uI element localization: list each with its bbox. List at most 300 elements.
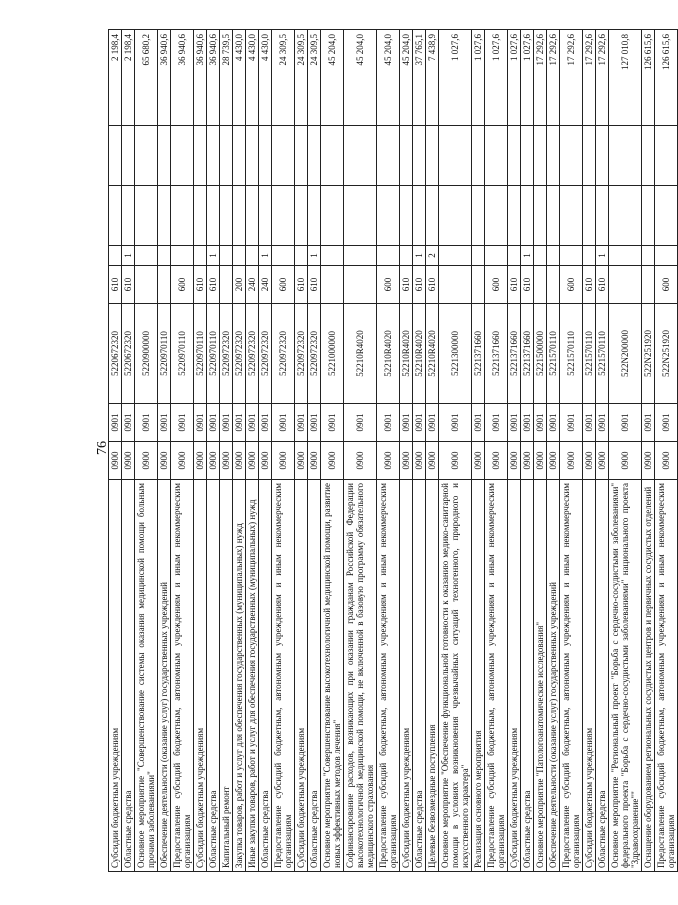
row-name-cell: Предоставление субсидий бюджетным, автономным учреждениям и иным некоммерческим организациям (560, 480, 583, 872)
table-row (109, 30, 122, 872)
table-row (122, 30, 135, 872)
sum-sub-cell (485, 126, 508, 186)
source-mark-cell (642, 246, 655, 266)
grbs-code-cell: 0900 (171, 442, 194, 480)
table-row (534, 30, 547, 872)
table-row (158, 30, 171, 872)
row-name-cell: Основное мероприятие "Обеспечение функциональной готовности к оказанию медико-санитарной помощи в условиях возникновения чрезвычайных ситуаций техногенного, природного и искусственного характера" (439, 480, 472, 872)
table-row (135, 30, 158, 872)
amount-cell: 1 027,6 (472, 30, 485, 126)
target-code-cell: 5220970110 (194, 304, 207, 404)
source-mark-cell (246, 246, 259, 266)
expense-type-cell: 610 (521, 266, 534, 304)
row-name-cell: Обеспечение деятельности (оказание услуг) государственных учреждений (547, 480, 560, 872)
expense-type-cell: 600 (560, 266, 583, 304)
table-row (472, 30, 485, 872)
section-code-cell: 0901 (547, 404, 560, 442)
amount-cell: 24 309,5 (272, 30, 295, 126)
sum-total-cell (246, 186, 259, 246)
amount-cell: 17 292,6 (583, 30, 596, 126)
expense-type-cell (158, 266, 171, 304)
budget-table-sheet (108, 30, 676, 872)
grbs-code-cell: 0900 (259, 442, 272, 480)
target-code-cell: 52210R4020 (377, 304, 400, 404)
source-mark-cell (377, 246, 400, 266)
source-mark-cell (233, 246, 246, 266)
target-code-cell: 5221570110 (596, 304, 609, 404)
amount-cell: 45 204,0 (344, 30, 377, 126)
sum-total-cell (583, 186, 596, 246)
sum-total-cell (596, 186, 609, 246)
amount-cell: 4 430,0 (259, 30, 272, 126)
sum-total-cell (534, 186, 547, 246)
table-row (521, 30, 534, 872)
amount-cell: 36 940,6 (171, 30, 194, 126)
sum-total-cell (295, 186, 308, 246)
target-code-cell: 5220672320 (109, 304, 122, 404)
budget-table (108, 29, 678, 872)
grbs-code-cell: 0900 (534, 442, 547, 480)
section-code-cell: 0901 (259, 404, 272, 442)
section-code-cell: 0901 (194, 404, 207, 442)
source-mark-cell: 1 (308, 246, 321, 266)
sum-total-cell (220, 186, 233, 246)
sum-sub-cell (642, 126, 655, 186)
target-code-cell: 52210R4020 (413, 304, 426, 404)
sum-sub-cell (609, 126, 642, 186)
sum-total-cell (485, 186, 508, 246)
section-code-cell: 0901 (655, 404, 678, 442)
source-mark-cell (194, 246, 207, 266)
target-code-cell: 5221371660 (521, 304, 534, 404)
sum-sub-cell (158, 126, 171, 186)
source-mark-cell (534, 246, 547, 266)
table-row (508, 30, 521, 872)
row-name-cell: Субсидии бюджетным учреждениям (583, 480, 596, 872)
expense-type-cell: 600 (377, 266, 400, 304)
source-mark-cell: 1 (259, 246, 272, 266)
row-name-cell: Областные средства (413, 480, 426, 872)
grbs-code-cell: 0900 (400, 442, 413, 480)
expense-type-cell: 600 (485, 266, 508, 304)
sum-sub-cell (246, 126, 259, 186)
grbs-code-cell: 0900 (321, 442, 344, 480)
grbs-code-cell: 0900 (642, 442, 655, 480)
sum-sub-cell (109, 126, 122, 186)
table-row (655, 30, 678, 872)
row-name-cell: Оснащение оборудованием региональных сосудистых центров и первичных сосудистых отделений (642, 480, 655, 872)
target-code-cell: 5221000000 (321, 304, 344, 404)
expense-type-cell: 610 (400, 266, 413, 304)
grbs-code-cell: 0900 (295, 442, 308, 480)
amount-cell: 45 204,0 (377, 30, 400, 126)
amount-cell: 126 615,6 (642, 30, 655, 126)
amount-cell: 65 680,2 (135, 30, 158, 126)
table-row (220, 30, 233, 872)
sum-sub-cell (439, 126, 472, 186)
table-row (308, 30, 321, 872)
sum-total-cell (426, 186, 439, 246)
sum-sub-cell (122, 126, 135, 186)
source-mark-cell (547, 246, 560, 266)
target-code-cell: 5221570110 (560, 304, 583, 404)
sum-total-cell (547, 186, 560, 246)
sum-total-cell (233, 186, 246, 246)
row-name-cell: Обеспечение деятельности (оказание услуг) государственных учреждений (158, 480, 171, 872)
table-row (171, 30, 194, 872)
expense-type-cell: 200 (233, 266, 246, 304)
expense-type-cell (344, 266, 377, 304)
table-row (400, 30, 413, 872)
expense-type-cell (547, 266, 560, 304)
sum-sub-cell (171, 126, 194, 186)
row-name-cell: Основное мероприятие "Региональный проект "Борьба с сердечно-сосудистыми заболеваниями" федерального проекта "Борьба с сердечно-сосудистыми заболеваниями" национального проекта "Здравоохранение"" (609, 480, 642, 872)
section-code-cell: 0901 (439, 404, 472, 442)
section-code-cell: 0901 (609, 404, 642, 442)
table-row (439, 30, 472, 872)
source-mark-cell (400, 246, 413, 266)
sum-total-cell (321, 186, 344, 246)
source-mark-cell (609, 246, 642, 266)
sum-total-cell (521, 186, 534, 246)
row-name-cell: Областные средства (207, 480, 220, 872)
table-row (194, 30, 207, 872)
section-code-cell: 0901 (109, 404, 122, 442)
amount-cell: 1 027,6 (439, 30, 472, 126)
expense-type-cell: 600 (655, 266, 678, 304)
expense-type-cell: 610 (194, 266, 207, 304)
grbs-code-cell: 0900 (472, 442, 485, 480)
expense-type-cell: 610 (583, 266, 596, 304)
sum-sub-cell (560, 126, 583, 186)
expense-type-cell: 610 (122, 266, 135, 304)
source-mark-cell (171, 246, 194, 266)
grbs-code-cell: 0900 (596, 442, 609, 480)
page-number: 76 (95, 441, 110, 455)
source-mark-cell (472, 246, 485, 266)
table-row (321, 30, 344, 872)
grbs-code-cell: 0900 (583, 442, 596, 480)
expense-type-cell: 610 (295, 266, 308, 304)
sum-total-cell (135, 186, 158, 246)
grbs-code-cell: 0900 (246, 442, 259, 480)
grbs-code-cell: 0900 (439, 442, 472, 480)
target-code-cell: 522N251920 (642, 304, 655, 404)
grbs-code-cell: 0900 (272, 442, 295, 480)
amount-cell: 17 292,6 (534, 30, 547, 126)
source-mark-cell (560, 246, 583, 266)
table-row (642, 30, 655, 872)
target-code-cell: 5220672320 (122, 304, 135, 404)
source-mark-cell (321, 246, 344, 266)
grbs-code-cell: 0900 (521, 442, 534, 480)
row-name-cell: Областные средства (596, 480, 609, 872)
sum-total-cell (272, 186, 295, 246)
section-code-cell: 0901 (377, 404, 400, 442)
amount-cell: 2 198,4 (109, 30, 122, 126)
sum-total-cell (207, 186, 220, 246)
row-name-cell: Областные средства (308, 480, 321, 872)
sum-total-cell (508, 186, 521, 246)
row-name-cell: Основное мероприятие "Совершенствование высокотехнологичной медицинской помощи, развитие новых эффективных методов лечения" (321, 480, 344, 872)
sum-sub-cell (207, 126, 220, 186)
expense-type-cell (534, 266, 547, 304)
sum-sub-cell (194, 126, 207, 186)
sum-sub-cell (220, 126, 233, 186)
amount-cell: 126 615,6 (655, 30, 678, 126)
table-row (344, 30, 377, 872)
expense-type-cell: 600 (171, 266, 194, 304)
source-mark-cell: 1 (207, 246, 220, 266)
target-code-cell: 52210R4020 (400, 304, 413, 404)
section-code-cell: 0901 (534, 404, 547, 442)
expense-type-cell: 240 (246, 266, 259, 304)
section-code-cell: 0901 (521, 404, 534, 442)
sum-total-cell (158, 186, 171, 246)
amount-cell: 127 010,8 (609, 30, 642, 126)
source-mark-cell (220, 246, 233, 266)
amount-cell: 1 027,6 (485, 30, 508, 126)
target-code-cell: 52210R4020 (426, 304, 439, 404)
row-name-cell: Капитальный ремонт (220, 480, 233, 872)
section-code-cell: 0901 (560, 404, 583, 442)
grbs-code-cell: 0900 (426, 442, 439, 480)
expense-type-cell: 610 (109, 266, 122, 304)
target-code-cell: 5220972320 (295, 304, 308, 404)
amount-cell: 17 292,6 (547, 30, 560, 126)
grbs-code-cell: 0900 (413, 442, 426, 480)
source-mark-cell (485, 246, 508, 266)
amount-cell: 45 204,0 (400, 30, 413, 126)
grbs-code-cell: 0900 (508, 442, 521, 480)
row-name-cell: Закупка товаров, работ и услуг для обеспечения государственных (муниципальных) нужд (233, 480, 246, 872)
row-name-cell: Областные средства (259, 480, 272, 872)
sum-total-cell (413, 186, 426, 246)
grbs-code-cell: 0900 (308, 442, 321, 480)
sum-sub-cell (400, 126, 413, 186)
target-code-cell: 522N200000 (609, 304, 642, 404)
section-code-cell: 0901 (485, 404, 508, 442)
section-code-cell: 0901 (472, 404, 485, 442)
amount-cell: 36 940,6 (207, 30, 220, 126)
row-name-cell: Предоставление субсидий бюджетным, автономным учреждениям и иным некоммерческим организациям (655, 480, 678, 872)
amount-cell: 2 198,4 (122, 30, 135, 126)
section-code-cell: 0901 (246, 404, 259, 442)
row-name-cell: Предоставление субсидий бюджетным, автономным учреждениям и иным некоммерческим организациям (171, 480, 194, 872)
target-code-cell: 5221570110 (583, 304, 596, 404)
grbs-code-cell: 0900 (207, 442, 220, 480)
source-mark-cell: 2 (426, 246, 439, 266)
sum-sub-cell (655, 126, 678, 186)
sum-total-cell (472, 186, 485, 246)
sum-sub-cell (377, 126, 400, 186)
source-mark-cell (295, 246, 308, 266)
section-code-cell: 0901 (135, 404, 158, 442)
table-row (377, 30, 400, 872)
source-mark-cell (655, 246, 678, 266)
expense-type-cell: 600 (272, 266, 295, 304)
sum-sub-cell (583, 126, 596, 186)
amount-cell: 24 309,5 (295, 30, 308, 126)
grbs-code-cell: 0900 (560, 442, 583, 480)
expense-type-cell: 610 (207, 266, 220, 304)
target-code-cell: 5220972320 (259, 304, 272, 404)
section-code-cell: 0901 (344, 404, 377, 442)
target-code-cell: 5220972320 (220, 304, 233, 404)
grbs-code-cell: 0900 (158, 442, 171, 480)
table-row (560, 30, 583, 872)
amount-cell: 37 765,1 (413, 30, 426, 126)
expense-type-cell (135, 266, 158, 304)
sum-total-cell (642, 186, 655, 246)
target-code-cell: 522N251920 (655, 304, 678, 404)
source-mark-cell (135, 246, 158, 266)
table-row (547, 30, 560, 872)
sum-sub-cell (534, 126, 547, 186)
sum-sub-cell (472, 126, 485, 186)
table-row (583, 30, 596, 872)
target-code-cell: 5221371660 (485, 304, 508, 404)
expense-type-cell: 240 (259, 266, 272, 304)
target-code-cell: 5220972320 (308, 304, 321, 404)
amount-cell: 24 309,5 (308, 30, 321, 126)
row-name-cell: Целевые безвозмездные поступления (426, 480, 439, 872)
target-code-cell: 5220972320 (246, 304, 259, 404)
sum-total-cell (609, 186, 642, 246)
sum-total-cell (308, 186, 321, 246)
source-mark-cell: 1 (596, 246, 609, 266)
section-code-cell: 0901 (220, 404, 233, 442)
target-code-cell: 5220900000 (135, 304, 158, 404)
target-code-cell: 5221371660 (472, 304, 485, 404)
expense-type-cell (220, 266, 233, 304)
section-code-cell: 0901 (233, 404, 246, 442)
sum-total-cell (344, 186, 377, 246)
table-row (207, 30, 220, 872)
amount-cell: 1 027,6 (508, 30, 521, 126)
sum-total-cell (122, 186, 135, 246)
sum-total-cell (259, 186, 272, 246)
sum-sub-cell (259, 126, 272, 186)
amount-cell: 1 027,6 (521, 30, 534, 126)
sum-sub-cell (413, 126, 426, 186)
table-row (295, 30, 308, 872)
expense-type-cell (472, 266, 485, 304)
amount-cell: 4 430,0 (246, 30, 259, 126)
row-name-cell: Основное мероприятие "Патологоанатомические исследования" (534, 480, 547, 872)
sum-sub-cell (321, 126, 344, 186)
sum-sub-cell (344, 126, 377, 186)
table-row (259, 30, 272, 872)
grbs-code-cell: 0900 (547, 442, 560, 480)
section-code-cell: 0901 (295, 404, 308, 442)
amount-cell: 36 940,6 (158, 30, 171, 126)
section-code-cell: 0901 (583, 404, 596, 442)
grbs-code-cell: 0900 (377, 442, 400, 480)
source-mark-cell: 1 (521, 246, 534, 266)
sum-total-cell (655, 186, 678, 246)
sum-sub-cell (508, 126, 521, 186)
sum-total-cell (171, 186, 194, 246)
grbs-code-cell: 0900 (485, 442, 508, 480)
sum-total-cell (194, 186, 207, 246)
section-code-cell: 0901 (308, 404, 321, 442)
amount-cell: 7 438,9 (426, 30, 439, 126)
budget-table-body (109, 30, 678, 872)
amount-cell: 45 204,0 (321, 30, 344, 126)
grbs-code-cell: 0900 (655, 442, 678, 480)
target-code-cell: 52210R4020 (344, 304, 377, 404)
expense-type-cell: 610 (413, 266, 426, 304)
expense-type-cell: 610 (308, 266, 321, 304)
grbs-code-cell: 0900 (135, 442, 158, 480)
expense-type-cell (642, 266, 655, 304)
expense-type-cell: 610 (426, 266, 439, 304)
source-mark-cell (272, 246, 295, 266)
target-code-cell: 5220970110 (207, 304, 220, 404)
amount-cell: 36 940,6 (194, 30, 207, 126)
table-row (485, 30, 508, 872)
sum-sub-cell (547, 126, 560, 186)
grbs-code-cell: 0900 (122, 442, 135, 480)
section-code-cell: 0901 (321, 404, 344, 442)
source-mark-cell (109, 246, 122, 266)
row-name-cell: Областные средства (521, 480, 534, 872)
expense-type-cell: 610 (596, 266, 609, 304)
row-name-cell: Субсидии бюджетным учреждениям (194, 480, 207, 872)
grbs-code-cell: 0900 (109, 442, 122, 480)
table-row (413, 30, 426, 872)
section-code-cell: 0901 (400, 404, 413, 442)
sum-total-cell (109, 186, 122, 246)
target-code-cell: 5221500000 (534, 304, 547, 404)
section-code-cell: 0901 (642, 404, 655, 442)
row-name-cell: Предоставление субсидий бюджетным, автономным учреждениям и иным некоммерческим организациям (272, 480, 295, 872)
sum-sub-cell (233, 126, 246, 186)
sum-sub-cell (521, 126, 534, 186)
table-row (233, 30, 246, 872)
sum-sub-cell (426, 126, 439, 186)
source-mark-cell (508, 246, 521, 266)
source-mark-cell: 1 (413, 246, 426, 266)
table-row (426, 30, 439, 872)
table-row (272, 30, 295, 872)
sum-sub-cell (295, 126, 308, 186)
row-name-cell: Софинансирование расходов, возникающих при оказании гражданам Российской Федерации высокотехнологичной медицинской помощи, не включенной в базовую программу обязательного медицинского страхования (344, 480, 377, 872)
grbs-code-cell: 0900 (609, 442, 642, 480)
target-code-cell: 5220972320 (272, 304, 295, 404)
source-mark-cell (439, 246, 472, 266)
section-code-cell: 0901 (272, 404, 295, 442)
section-code-cell: 0901 (426, 404, 439, 442)
row-name-cell: Субсидии бюджетным учреждениям (109, 480, 122, 872)
source-mark-cell (344, 246, 377, 266)
row-name-cell: Иные закупки товаров, работ и услуг для обеспечения государственных (муниципальных) нужд (246, 480, 259, 872)
section-code-cell: 0901 (413, 404, 426, 442)
target-code-cell: 5220970110 (171, 304, 194, 404)
sum-sub-cell (308, 126, 321, 186)
target-code-cell: 5221371660 (508, 304, 521, 404)
amount-cell: 17 292,6 (596, 30, 609, 126)
sum-total-cell (439, 186, 472, 246)
sum-sub-cell (272, 126, 295, 186)
grbs-code-cell: 0900 (220, 442, 233, 480)
amount-cell: 17 292,6 (560, 30, 583, 126)
row-name-cell: Предоставление субсидий бюджетным, автономным учреждениям и иным некоммерческим организациям (485, 480, 508, 872)
target-code-cell: 5220970110 (158, 304, 171, 404)
table-row (246, 30, 259, 872)
grbs-code-cell: 0900 (194, 442, 207, 480)
